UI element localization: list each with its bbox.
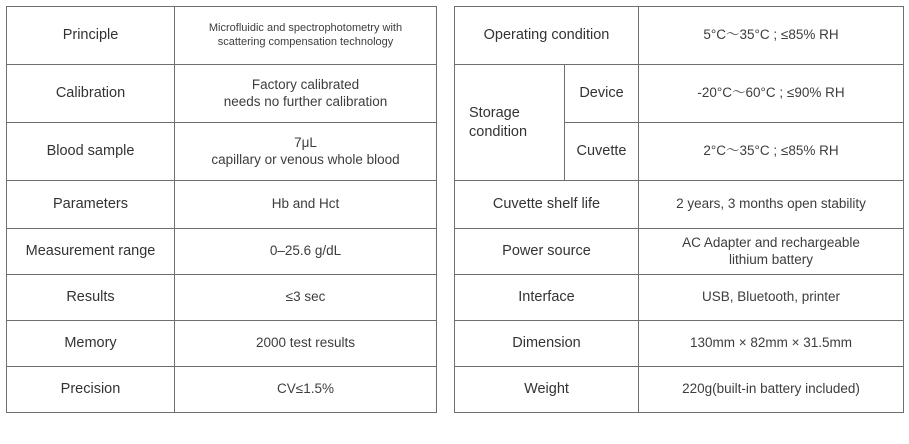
spec-value: USB, Bluetooth, printer	[639, 275, 904, 321]
spec-value	[175, 123, 437, 181]
spec-label: Weight	[455, 367, 639, 413]
spec-label: Operating condition	[455, 7, 639, 65]
table-row	[455, 181, 904, 229]
spec-label: Calibration	[7, 65, 175, 123]
spec-value-line: lithium battery	[728, 251, 814, 267]
table-row	[7, 367, 437, 413]
table-row	[7, 181, 437, 229]
table-row	[7, 7, 437, 65]
spec-value: 5°C～35°C ; ≤85% RH	[639, 7, 904, 65]
spec-label: Interface	[455, 275, 639, 321]
spec-sublabel-device: Device	[565, 65, 639, 123]
spec-table-left	[6, 6, 437, 413]
table-row	[7, 229, 437, 275]
spec-value	[639, 229, 904, 275]
spec-label: Results	[7, 275, 175, 321]
spec-value: CV≤1.5%	[175, 367, 437, 413]
spec-label: Principle	[7, 7, 175, 65]
spec-value: ≤3 sec	[175, 275, 437, 321]
spec-label: Blood sample	[7, 123, 175, 181]
table-row	[455, 7, 904, 65]
table-row	[455, 367, 904, 413]
spec-value	[175, 65, 437, 123]
spec-label: Power source	[455, 229, 639, 275]
spec-label: Precision	[7, 367, 175, 413]
storage-condition-label	[455, 65, 565, 181]
spec-value-line: Factory calibrated	[251, 76, 360, 92]
spec-value-line: scattering compensation technology	[217, 35, 394, 48]
table-row	[455, 321, 904, 367]
table-row	[7, 321, 437, 367]
spec-value: 0–25.6 g/dL	[175, 229, 437, 275]
spec-value: 2000 test results	[175, 321, 437, 367]
spec-table-right	[454, 6, 904, 413]
spec-sublabel-cuvette: Cuvette	[565, 123, 639, 181]
spec-value: Hb and Hct	[175, 181, 437, 229]
spec-value-line: needs no further calibration	[223, 93, 388, 109]
spec-value: 2 years, 3 months open stability	[639, 181, 904, 229]
spec-label: Parameters	[7, 181, 175, 229]
spec-label: Measurement range	[7, 229, 175, 275]
spec-value: 130mm × 82mm × 31.5mm	[639, 321, 904, 367]
spec-value-line: 7μL	[294, 134, 317, 150]
spec-value: 220g(built-in battery included)	[639, 367, 904, 413]
spec-label-line: condition	[469, 123, 528, 140]
table-row	[455, 229, 904, 275]
spec-value-line: AC Adapter and rechargeable	[682, 234, 860, 250]
table-row	[7, 275, 437, 321]
table-row	[455, 275, 904, 321]
spec-value: 2°C～35°C ; ≤85% RH	[639, 123, 904, 181]
spec-label: Cuvette shelf life	[455, 181, 639, 229]
spec-value	[175, 7, 437, 65]
spec-value: -20°C～60°C ; ≤90% RH	[639, 65, 904, 123]
spec-value-line: capillary or venous whole blood	[211, 151, 400, 167]
table-row	[7, 65, 437, 123]
spec-label-line: Storage	[469, 105, 520, 122]
table-row	[7, 123, 437, 181]
spec-label: Memory	[7, 321, 175, 367]
spec-label: Dimension	[455, 321, 639, 367]
spec-value-line: Microfluidic and spectrophotometry with	[208, 21, 403, 34]
table-row	[455, 65, 904, 123]
